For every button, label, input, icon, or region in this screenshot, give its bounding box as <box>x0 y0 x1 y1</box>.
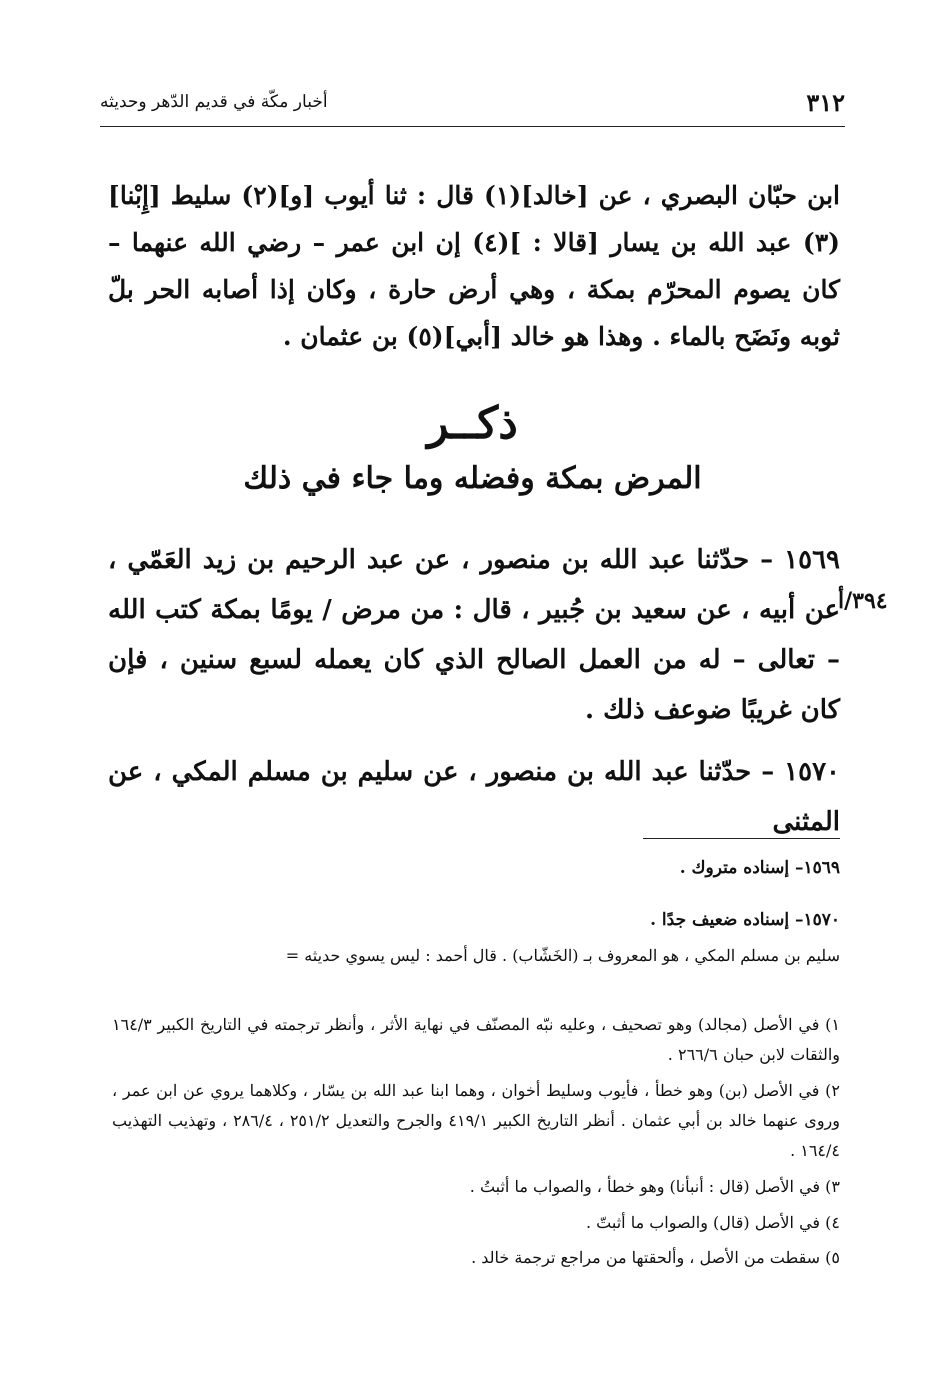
hadith-1570: ١٥٧٠ – حدّثنا عبد الله بن منصور ، عن سليم بن مسلم المكي ، عن المثنى <box>108 757 840 837</box>
footnote-1570: ١٥٧٠– إسناده ضعيف جدًا . <box>650 910 840 930</box>
hadith-1569: ١٥٦٩ – حدّثنا عبد الله بن منصور ، عن عبد الرحيم بن زيد العَمّي ، عن أبيه ، عن سعيد بن جُبير ، قال : من مرض / يومًا بمكة كتب الله – تعالى – له من العمل الصالح الذي كان يعمله لسبع سنين ، فإن كان غريبًا ضوعف ذلك . <box>108 545 840 725</box>
running-title: أخبار مكّة في قديم الدّهر وحديثه <box>100 92 328 112</box>
footnote-1569: ١٥٦٩– إسناده متروك . <box>679 858 840 878</box>
section-subtitle: المرض بمكة وفضله وما جاء في ذلك <box>243 461 702 496</box>
page-header <box>100 88 845 120</box>
margin-note: ٣٩٤/أ <box>838 588 888 614</box>
footnote-1570-detail: سليم بن مسلم المكي ، هو المعروف بـ (الخَشّاب) . قال أحمد : ليس يسوي حديثه = <box>285 946 840 965</box>
top-paragraph: ابن حبّان البصري ، عن [خالد](١) قال : ثنا أيوب [و](٢) سليط [إِبْنا](٣) عبد الله بن يسار [قالا : ](٤) إن ابن عمر – رضي الله عنهما – كان يصوم المحرّم بمكة ، وهي أرض حارة ، وكان إذا أصابه الحر بلّ ثوبه ونَضَح بالماء . وهذا هو خالد [أبي](٥) بن عثمان . <box>108 181 840 351</box>
header-rule <box>100 126 845 127</box>
footnote-1: ١) في الأصل (مجالد) وهو تصحيف ، وعليه نبّه المصنّف في نهاية الأثر ، وأنظر ترجمته في التاريخ الكبير ١٦٤/٣ والثقات لابن حبان ٢٦٦/٦ . <box>112 1015 840 1064</box>
footnote-4: ٤) في الأصل (قال) والصواب ما أثبتّ . <box>586 1213 840 1232</box>
section-heading: ذكــر <box>427 398 518 449</box>
footnote-2: ٢) في الأصل (بن) وهو خطأ ، فأيوب وسليط أخوان ، وهما ابنا عبد الله بن يسّار ، وكلاهما يروي عن ابن عمر ، وروى عنهما خالد بن أبي عثمان . أنظر التاريخ الكبير ٤١٩/١ والجرح والتعديل ٢٥١/٢ ، ٢٨٦/٤ ، وتهذيب التهذيب ١٦٤/٤ . <box>112 1081 840 1160</box>
footnote-3: ٣) في الأصل (قال : أنبأنا) وهو خطأ ، والصواب ما أثبتُ . <box>469 1177 840 1196</box>
footnote-rule <box>643 838 840 839</box>
page-number: ٣١٢ <box>806 88 845 117</box>
footnote-5: ٥) سقطت من الأصل ، وألحقتها من مراجع ترجمة خالد . <box>471 1248 840 1267</box>
